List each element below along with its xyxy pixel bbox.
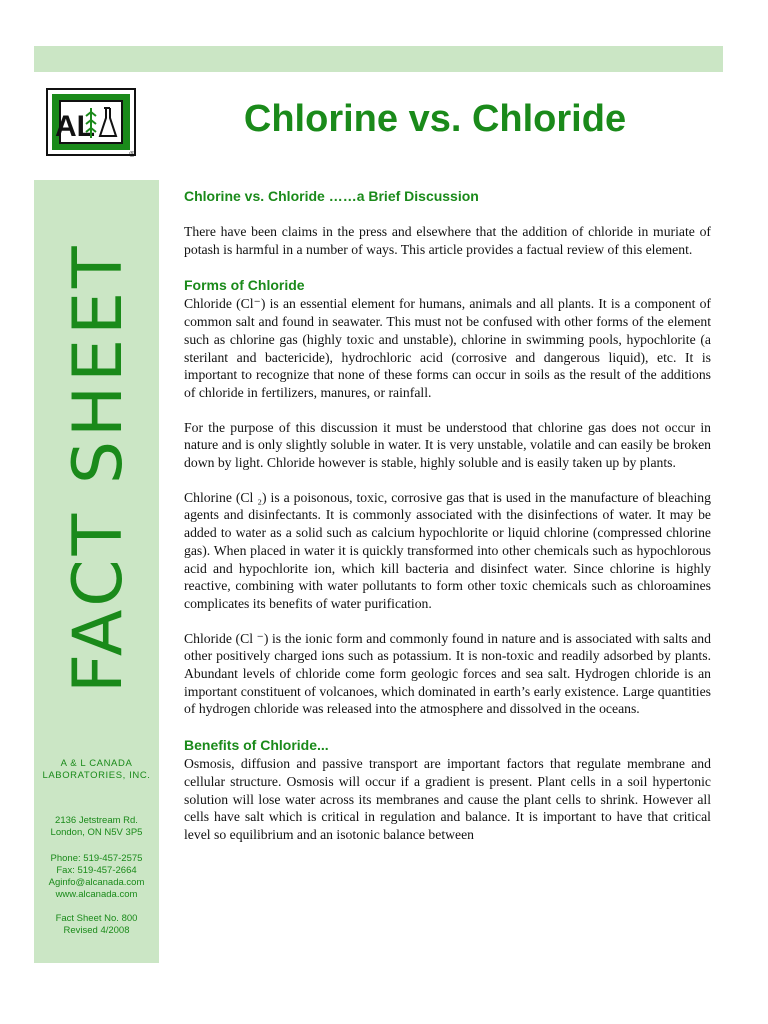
chlorine-gas-paragraph: For the purpose of this discussion it must be understood that chlorine gas does not occur in nature and is only slightly soluble in water. It is very unstable, volatile and can easily be broken down by light. Chloride however is stable, highly soluble and is easily taken up by plants. [184,419,711,471]
article-heading: Chlorine vs. Chloride ……a Brief Discussion [184,188,479,204]
article-body [184,186,711,844]
benefits-heading: Benefits of Chloride... [184,737,329,754]
svg-text:AL: AL [55,110,95,143]
email-link[interactable]: Aginfo@alcanada.com [48,877,145,888]
company-address: 2136 Jetstream Rd. London, ON N5V 3P5 [50,815,143,838]
forms-heading: Forms of Chloride [184,277,305,294]
al-logo-icon [46,88,136,156]
al-logo [46,88,136,156]
forms-paragraph: Chloride (Cl⁻) is an essential element for humans, animals and all plants. It is a component of common salt and found in seawater. This must not be confused with other forms of the element such as chlorine gas (highly toxic and unstable), chlorine in swimming pools, hypochlorite (a sterilant and bactericide), hydrochloric acid (corrosive and dangerous liquid), etc. It is important to recognize that none of these forms can occur in soils as the result of the additions of chloride in fertilizers, manures, or rainfall. [184,296,711,400]
fact-sheet-number: Fact Sheet No. 800 Revised 4/2008 [55,913,138,936]
registered-mark: ® [129,150,135,159]
fact-sheet-vertical-title: FACT SHEET [59,242,138,693]
company-name: A & L CANADA LABORATORIES, INC. [42,758,151,781]
intro-paragraph: There have been claims in the press and elsewhere that the addition of chloride in muriate of potash is harmful in a number of ways. This article provides a factual review of this element. [184,224,711,257]
chloride-paragraph: Chloride (Cl ⁻) is the ionic form and commonly found in nature and is associated with salts and other positively charged ions such as potassium. It is non-toxic and readily adsorbed by plants. Abundant levels of chloride come form geologic forces and sea salt. Hydrogen chloride is an important constituent of volcanoes, which dominated in earth’s early existence. Large quantities of hydrogen chloride was released into the atmosphere and dissolved in the oceans. [184,630,711,717]
company-contact: Phone: 519-457-2575 Fax: 519-457-2664 Aginfo@alcanada.com www.alcanada.com [34,853,159,901]
benefits-paragraph: Osmosis, diffusion and passive transport are important factors that regulate membrane and cellular structure. Osmosis will occur if a gradient is present. Plant cells in a soil hypertonic solution will lose water across its membranes and cause the plant cells to shrink. However all cells have salt which is critical in regulation and balance. It is important to have that critical level so equilibrium and an isotonic balance between [184,756,711,842]
website-link[interactable]: www.alcanada.com [55,889,138,900]
chlorine-paragraph: Chlorine (Cl ₂) is a poisonous, toxic, corrosive gas that is used in the manufacture of bleaching agents and disinfectants. It is commonly associated with the disinfections of water. It may be added to water as a solid such as calcium hypochlorite or liquid chlorine (compressed chlorine gas). When placed in water it is quickly transformed into other chemicals such as hypochlorous acid and hypochlorite ion, which kill bacteria and disinfect water. Since chlorine is highly reactive, combining with water pollutants to form other toxic chemicals such as chloroamines complicates its benefits of water purification. [184,489,711,611]
page-title: Chlorine vs. Chloride [243,98,627,140]
header-band [34,46,723,72]
